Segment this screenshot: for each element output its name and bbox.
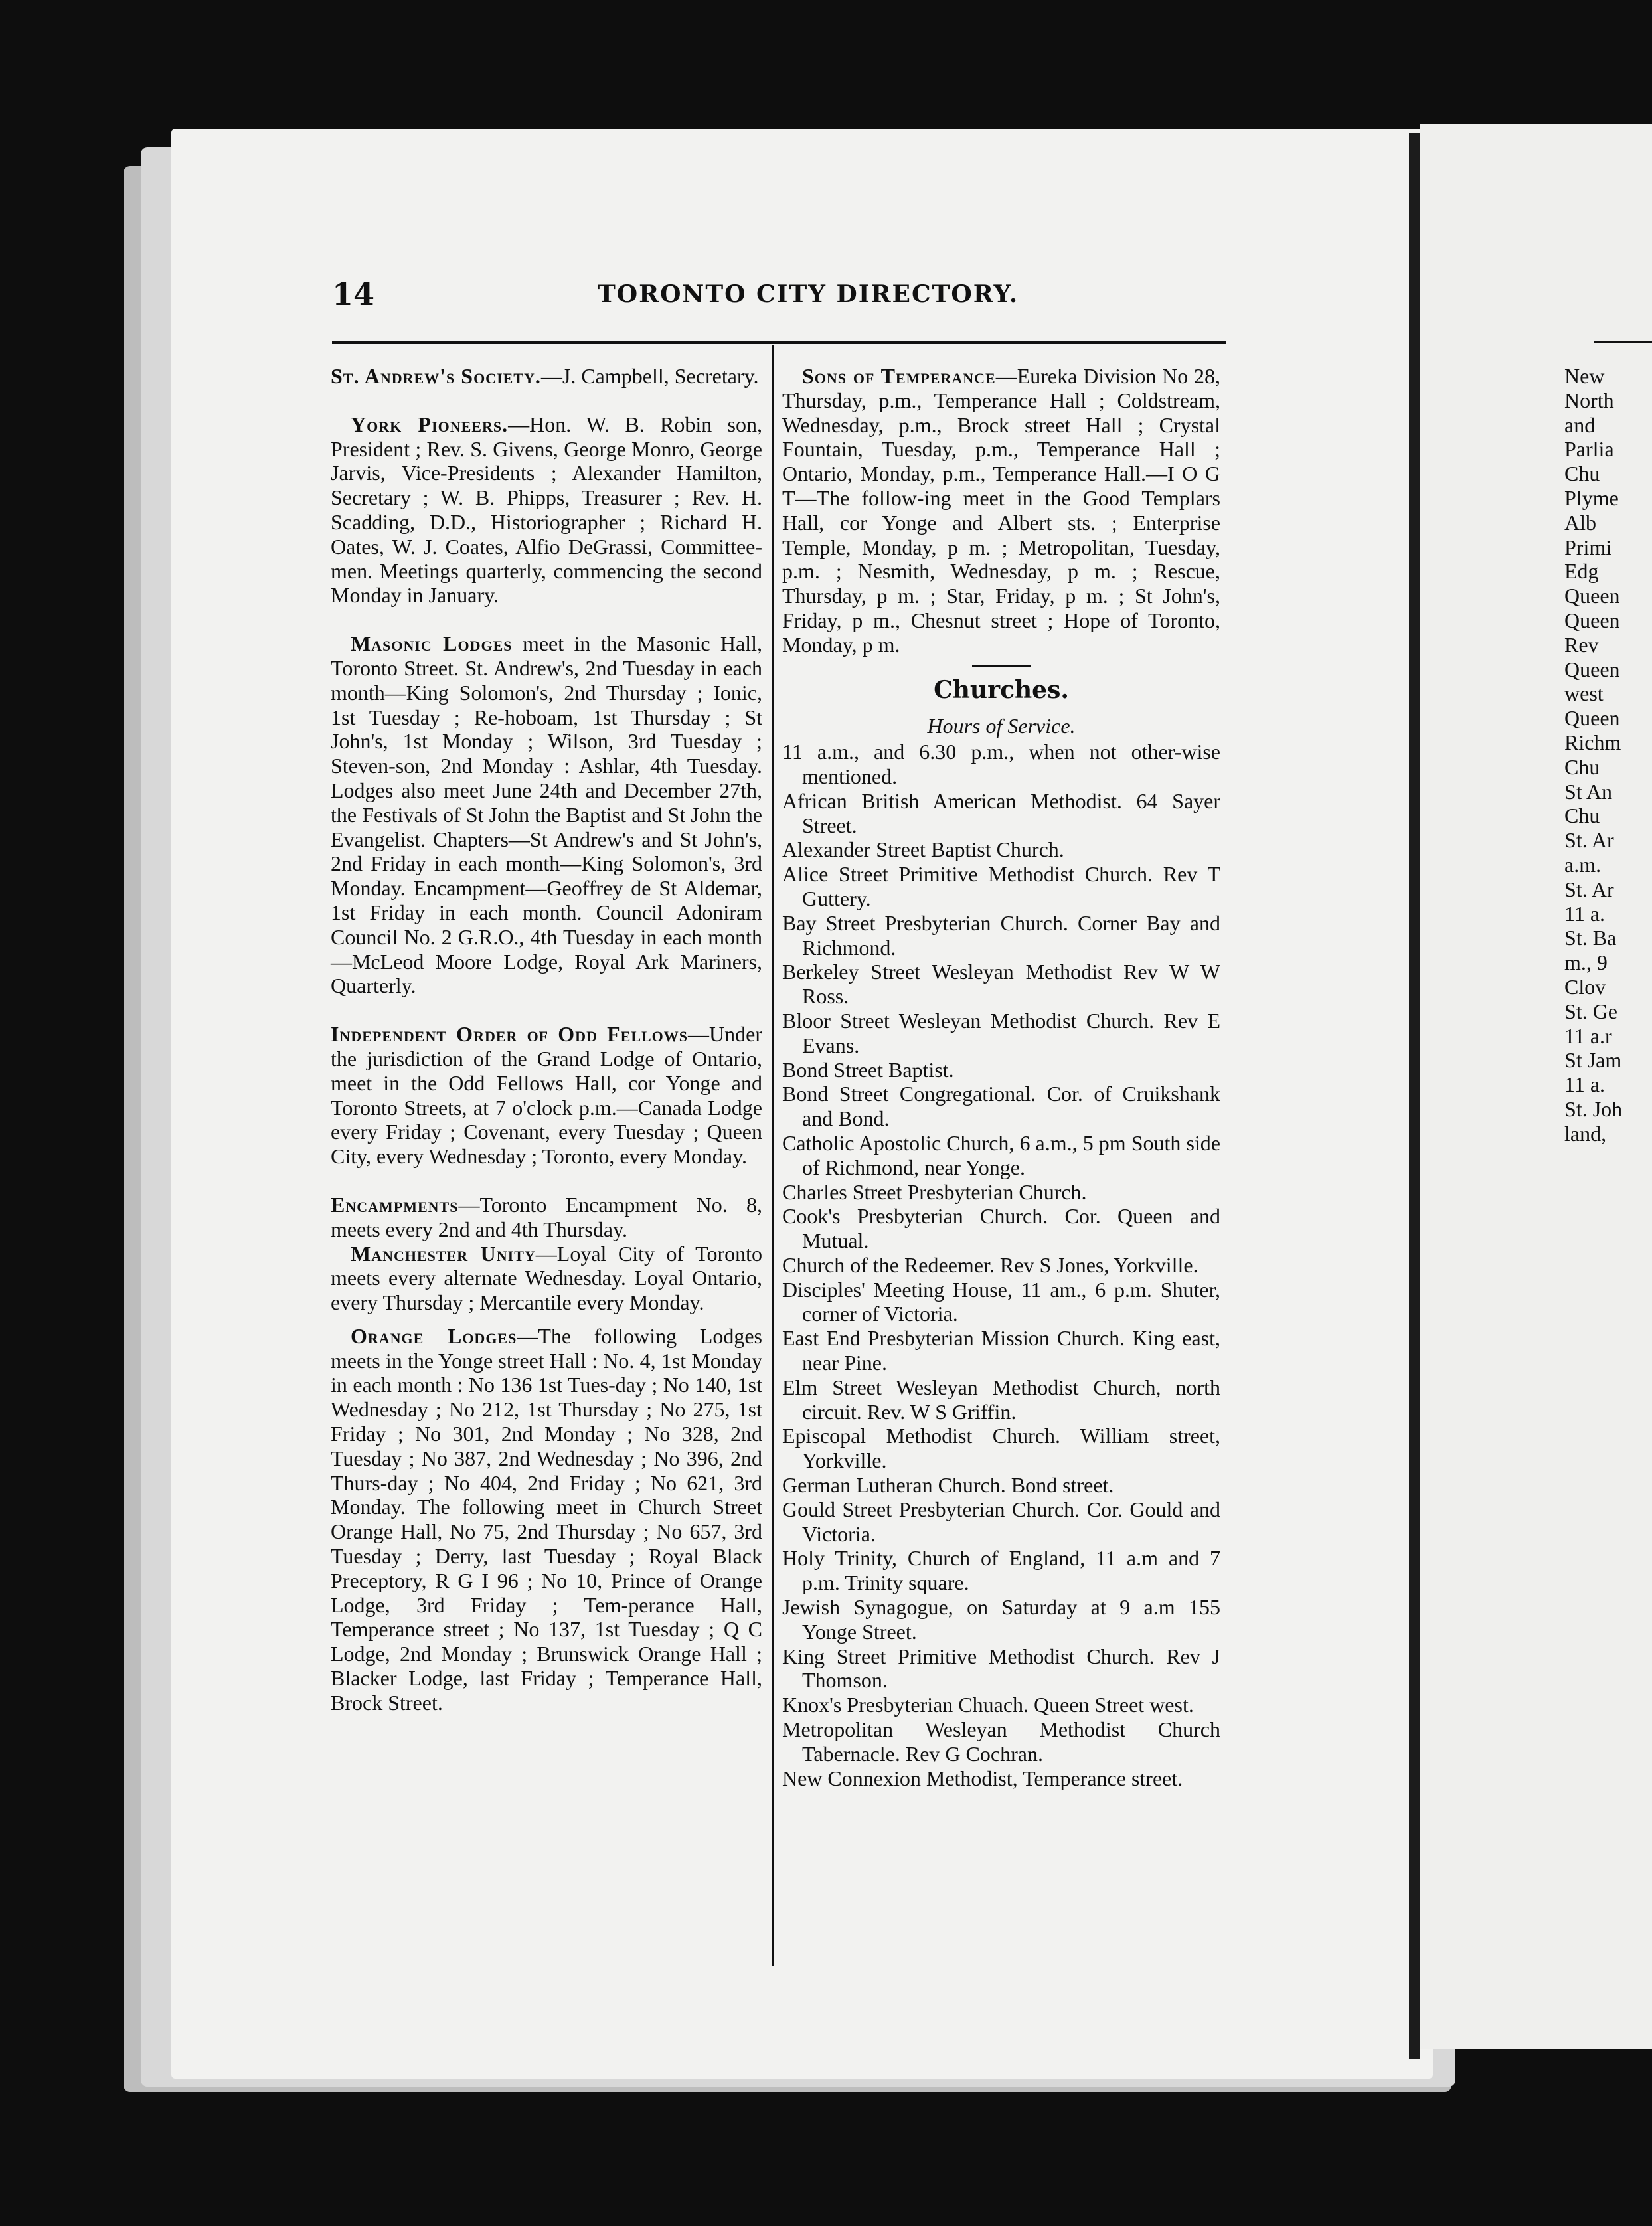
facing-page-line: west bbox=[1564, 681, 1604, 706]
facing-page-line: St. Ba bbox=[1564, 926, 1617, 950]
church-entry: Knox's Presbyterian Chuach. Queen Street west. bbox=[782, 1693, 1194, 1717]
facing-page-line: St. Ar bbox=[1564, 877, 1614, 901]
facing-page-line: Chu bbox=[1564, 754, 1600, 779]
facing-page-line: 11 a. bbox=[1564, 901, 1606, 926]
facing-page-line: Clov bbox=[1564, 974, 1606, 999]
church-entry: Alexander Street Baptist Church. bbox=[782, 837, 1064, 862]
entry-manchester-unity bbox=[331, 1242, 762, 1315]
entry-st-andrews-society bbox=[331, 364, 762, 388]
facing-page-line: 11 a. bbox=[1564, 1072, 1606, 1097]
entry-heading: Masonic Lodges bbox=[351, 632, 513, 656]
church-entry: Jewish Synagogue, on Saturday at 9 a.m 155 Yonge Street. bbox=[782, 1595, 1220, 1644]
facing-page-text bbox=[1564, 364, 1652, 1146]
facing-page-line: Queen bbox=[1564, 608, 1620, 632]
entry-text: —Under the jurisdiction of the Grand Lodge of Ontario, meet in the Odd Fellows Hall, cor Yonge and Toronto Streets, at 7 o'clock p.m.—Canada Lodge every Friday ; Covenant, every Tuesday ; Queen City, every Wednesday ; Toronto, every Monday. bbox=[331, 1022, 762, 1169]
facing-page-line: North bbox=[1564, 388, 1614, 412]
facing-page-line: 11 a.r bbox=[1564, 1023, 1612, 1048]
facing-page-line: Parlia bbox=[1564, 437, 1614, 462]
facing-page-line: St Jam bbox=[1564, 1048, 1622, 1072]
church-entry: Gould Street Presbyterian Church. Cor. Gould and Victoria. bbox=[782, 1497, 1220, 1546]
entry-text: —Hon. W. B. Robin son, President ; Rev. S. Givens, George Monro, George Jarvis, Vice-Presidents ; Alexander Hamilton, Secretary ; W. B. Phipps, Treasurer ; Rev. H. Scadding, D.D., Historiographer ; Richard H. Oates, W. J. Coates, Alfio DeGrassi, Committee-men. Meetings quarterly, commencing the second Monday in January. bbox=[331, 412, 762, 608]
entry-odd-fellows bbox=[331, 1022, 762, 1169]
page-number: 14 bbox=[332, 276, 375, 312]
entry-heading: York Pioneers. bbox=[351, 412, 509, 436]
entry-heading: Manchester Unity bbox=[351, 1241, 536, 1266]
facing-page-line: Rev bbox=[1564, 632, 1599, 657]
entry-heading: Sons of Temperance bbox=[802, 364, 996, 388]
entry-orange-lodges bbox=[331, 1324, 762, 1715]
church-entry: Bay Street Presbyterian Church. Corner Bay and Richmond. bbox=[782, 910, 1220, 960]
church-entry: Bond Street Baptist. bbox=[782, 1057, 954, 1082]
facing-page-line: Alb bbox=[1564, 510, 1596, 535]
church-entry: King Street Primitive Methodist Church. Rev J Thomson. bbox=[782, 1644, 1220, 1693]
church-entry: Bloor Street Wesleyan Methodist Church. Rev E Evans. bbox=[782, 1008, 1220, 1057]
entry-text: —Eureka Division No 28, Thursday, p.m., Temperance Hall ; Coldstream, Wednesday, p.m., Brock street Hall ; Crystal Fountain, Tuesday, p.m., Temperance Hall ; Ontario, Monday, p.m., Temperance Hall.—I O G T—The follow-ing meet in the Good Templars Hall, cor Yonge and Albert sts. ; Enterprise Temple, Monday, p m. ; Metropolitan, Tuesday, p.m. ; Nesmith, Wednesday, p m. ; Rescue, Thursday, p m. ; Star, Friday, p m. ; St John's, Friday, p m., Chesnut street ; Hope of Toronto, Monday, p m. bbox=[782, 364, 1221, 657]
entry-heading: St. Andrew's Society. bbox=[331, 364, 541, 388]
church-list bbox=[782, 789, 1220, 1791]
entry-sons-of-temperance bbox=[782, 364, 1220, 657]
church-entry: African British American Methodist. 64 Sayer Street. bbox=[782, 788, 1220, 837]
facing-page-rule bbox=[1594, 341, 1652, 343]
church-entry: Charles Street Presbyterian Church. bbox=[782, 1179, 1087, 1204]
section-rule bbox=[972, 665, 1031, 667]
facing-page-line: land, bbox=[1564, 1121, 1607, 1146]
church-entry: New Connexion Methodist, Temperance street. bbox=[782, 1766, 1183, 1790]
facing-page-line: Queen bbox=[1564, 584, 1620, 608]
church-entry: East End Presbyterian Mission Church. King east, near Pine. bbox=[782, 1326, 1220, 1375]
hours-of-service-heading: Hours of Service. bbox=[927, 714, 1076, 738]
facing-page-line: St An bbox=[1564, 779, 1613, 804]
page-header bbox=[0, 276, 1652, 323]
entry-encampments bbox=[331, 1193, 762, 1242]
entry-text: —Loyal City of Toronto meets every alternate Wednesday. Loyal Ontario, every Thursday ; Mercantile every Monday. bbox=[331, 1241, 763, 1315]
facing-page-line: Chu bbox=[1564, 462, 1600, 486]
left-column bbox=[331, 364, 762, 1715]
column-divider bbox=[772, 345, 774, 1966]
church-entry: Alice Street Primitive Methodist Church. Rev T Guttery. bbox=[782, 862, 1220, 910]
entry-heading: Independent Order of Odd Fellows bbox=[331, 1022, 689, 1047]
facing-page-line: Primi bbox=[1564, 535, 1612, 559]
book-spine bbox=[1409, 133, 1420, 2059]
facing-page-line: St. Ge bbox=[1564, 999, 1617, 1023]
churches-heading: Churches. bbox=[934, 675, 1069, 704]
facing-page-line: St. Ar bbox=[1564, 828, 1614, 853]
facing-page-line: Edg bbox=[1564, 559, 1599, 584]
entry-masonic-lodges bbox=[331, 632, 762, 998]
running-title: TORONTO CITY DIRECTORY. bbox=[598, 280, 1019, 308]
entry-text: —J. Campbell, Secretary. bbox=[540, 364, 759, 388]
facing-page-line: Richm bbox=[1564, 730, 1621, 754]
church-entry: Disciples' Meeting House, 11 am., 6 p.m. Shuter, corner of Victoria. bbox=[782, 1277, 1220, 1326]
facing-page-line: Plyme bbox=[1564, 485, 1619, 510]
church-entry: Episcopal Methodist Church. William street, Yorkville. bbox=[782, 1424, 1220, 1473]
church-entry: Metropolitan Wesleyan Methodist Church Tabernacle. Rev G Cochran. bbox=[782, 1717, 1220, 1766]
entry-text: —Toronto Encampment No. 8, meets every 2nd and 4th Thursday. bbox=[331, 1192, 762, 1241]
church-entry: Catholic Apostolic Church, 6 a.m., 5 pm South side of Richmond, near Yonge. bbox=[782, 1130, 1220, 1179]
church-entry: German Lutheran Church. Bond street. bbox=[782, 1473, 1114, 1498]
entry-heading: Orange Lodges bbox=[351, 1324, 517, 1348]
entry-york-pioneers bbox=[331, 412, 762, 608]
church-entry: Church of the Redeemer. Rev S Jones, Yorkville. bbox=[782, 1252, 1198, 1277]
facing-page-line: m., 9 bbox=[1564, 950, 1608, 975]
facing-page-line: a.m. bbox=[1564, 852, 1602, 877]
church-entry: Cook's Presbyterian Church. Cor. Queen and Mutual. bbox=[782, 1204, 1220, 1253]
entry-text: —The following Lodges meets in the Yonge street Hall : No. 4, 1st Monday in each month : No 136 1st Tues-day ; No 140, 1st Wednesday ; No 212, 1st Thursday ; No 275, 1st Friday ; No 301, 2nd Monday ; No 328, 2nd Tuesday ; No 387, 2nd Wednesday ; No 396, 2nd Thurs-day ; No 404, 2nd Friday ; No 621, 3rd Monday. The following meet in Church Street Orange Hall, No 75, 2nd Thursday ; No 657, 3rd Tuesday ; Derry, last Tuesday ; Royal Black Preceptory, R G I 96 ; No 10, Prince of Orange Lodge, 3rd Friday ; Tem-perance Hall, Temperance street ; No 137, 1st Tuesday ; Q C Lodge, 2nd Monday ; Brunswick Orange Hall ; Blacker Lodge, last Friday ; Temperance Hall, Brock Street. bbox=[331, 1324, 762, 1715]
church-entry: Holy Trinity, Church of England, 11 a.m and 7 p.m. Trinity square. bbox=[782, 1546, 1220, 1595]
facing-page-line: Chu bbox=[1564, 804, 1600, 828]
hours-of-service-text: 11 a.m., and 6.30 p.m., when not other-wise mentioned. bbox=[782, 740, 1220, 788]
facing-page-line: St. Joh bbox=[1564, 1096, 1623, 1121]
church-entry: Bond Street Congregational. Cor. of Cruikshank and Bond. bbox=[782, 1082, 1220, 1131]
facing-page-line: and bbox=[1564, 412, 1596, 437]
facing-page-line: Queen bbox=[1564, 657, 1620, 681]
entry-heading: Encampments bbox=[331, 1192, 459, 1217]
header-rule bbox=[332, 341, 1226, 344]
church-entry: Berkeley Street Wesleyan Methodist Rev W W Ross. bbox=[782, 960, 1220, 1009]
entry-text: meet in the Masonic Hall, Toronto Street. St. Andrew's, 2nd Tuesday in each month—King Solomon's, 2nd Thursday ; Ionic, 1st Tuesday ; Re-hoboam, 1st Thursday ; St John's, 1st Monday ; Wilson, 3rd Tuesday ; Steven-son, 2nd Monday : Ashlar, 4th Tuesday. Lodges also meet June 24th and December 27th, the Festivals of St John the Baptist and St John the Evangelist. Chapters—St Andrew's and St John's, 2nd Friday in each month—King Solomon's, 3rd Monday. Encampment—Geoffrey de St Aldemar, 1st Friday in each month. Council Adoniram Council No. 2 G.R.O., 4th Tuesday in each month—McLeod Moore Lodge, Royal Ark Mariners, Quarterly. bbox=[331, 632, 763, 998]
facing-page-line: Queen bbox=[1564, 706, 1620, 730]
right-column bbox=[782, 364, 1220, 1790]
church-entry: Elm Street Wesleyan Methodist Church, north circuit. Rev. W S Griffin. bbox=[782, 1375, 1220, 1424]
facing-page-line: New bbox=[1564, 364, 1605, 388]
